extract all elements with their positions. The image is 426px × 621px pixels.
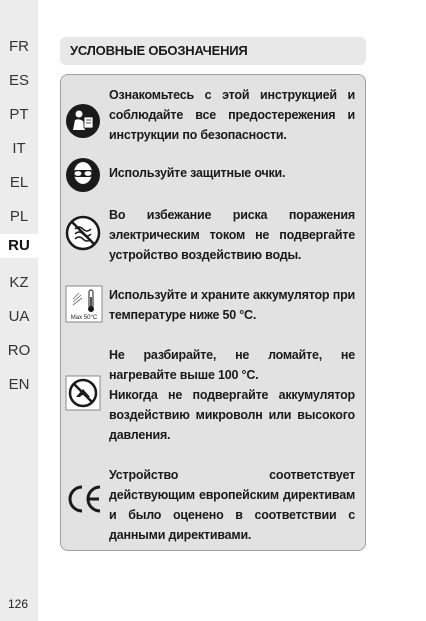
symbol-text: Во избежание риска поражения электрическим током не подвергайте устройство воздействию воды.	[109, 208, 355, 262]
lang-ro[interactable]: RO	[7, 342, 31, 359]
lang-ru-active[interactable]: RU	[0, 234, 38, 258]
symbol-text: Не разбирайте, не ломайте, не нагревайте выше 100 °C. Никогда не подвергайте аккумулятор воздействию микроволн или высокого давления.	[109, 348, 355, 442]
lang-fr[interactable]: FR	[9, 38, 29, 55]
symbol-text: Ознакомьтесь с этой инструкцией и соблюдайте все предостережения и инструкции по безопасности.	[109, 88, 355, 142]
lang-it[interactable]: IT	[12, 140, 26, 157]
temperature-icon	[65, 285, 103, 323]
language-sidebar	[0, 0, 38, 621]
symbols-panel	[60, 74, 366, 551]
lang-kz[interactable]: KZ	[9, 274, 29, 291]
symbol-text: Устройство соответствует действующим европейским директивам и было оценено в соответствии с данными директивами.	[109, 468, 355, 542]
temperature-icon-label: Max 50°C	[70, 315, 98, 321]
lang-en[interactable]: EN	[8, 376, 30, 393]
lang-pt[interactable]: PT	[9, 106, 29, 123]
safety-goggles-icon	[65, 157, 101, 193]
lang-el[interactable]: EL	[9, 174, 29, 191]
no-disassemble-icon	[65, 375, 101, 411]
lang-es[interactable]: ES	[8, 72, 29, 89]
page-number: 126	[8, 597, 29, 611]
read-manual-icon	[65, 103, 101, 139]
lang-pl[interactable]: PL	[9, 208, 29, 225]
ce-mark-icon	[65, 481, 103, 517]
lang-ua[interactable]: UA	[8, 308, 30, 325]
no-water-icon	[65, 215, 101, 251]
section-title: УСЛОВНЫЕ ОБОЗНАЧЕНИЯ	[60, 37, 366, 65]
symbol-text: Используйте защитные очки.	[109, 166, 286, 180]
symbol-text: Используйте и храните аккумулятор при температуре ниже 50 °C.	[109, 288, 355, 322]
